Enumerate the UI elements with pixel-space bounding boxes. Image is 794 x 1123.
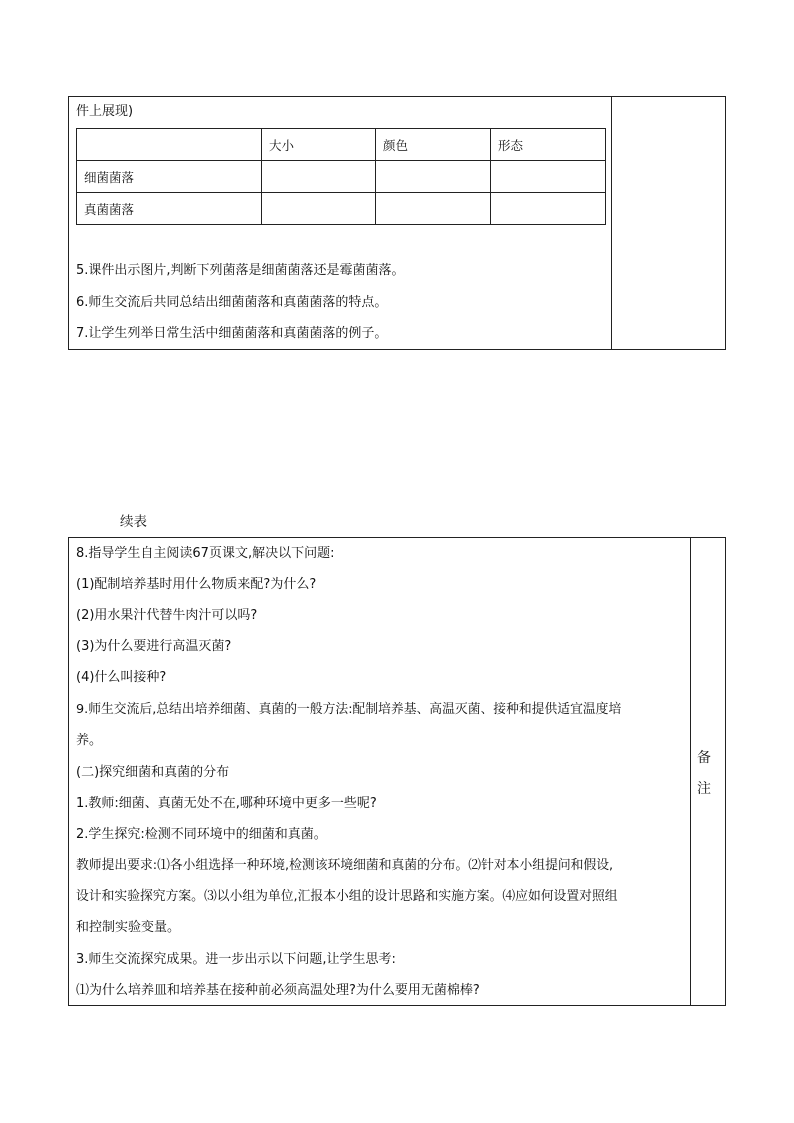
question-text: (4)什么叫接种? [76,670,167,685]
table-cell [491,161,606,193]
question-text: (1)配制培养基时用什么物质来配?为什么? [76,577,317,592]
colony-comparison-table [76,128,606,225]
question-text: ⑴为什么培养皿和培养基在接种前必须高温处理?为什么要用无菌棉棒? [76,983,480,998]
table-cell [262,193,376,225]
requirement-text: 设计和实验探究方案。⑶以小组为单位,汇报本小组的设计思路和实施方案。⑷应如何设置对照组 [76,889,618,904]
step-text: 7.让学生列举日常生活中细菌菌落和真菌菌落的例子。 [76,326,388,341]
requirement-text: 和控制实验变量。 [76,920,181,935]
question-text: (2)用水果汁代替牛肉汁可以吗? [76,608,258,623]
table-cell: 细菌菌落 [77,161,262,193]
lower-remark-divider [690,537,691,1006]
remark-label: 备 [697,750,711,766]
continued-label: 续表 [120,514,147,530]
remark-label: 注 [697,781,711,797]
table-header-cell [77,129,262,161]
table-cell [262,161,376,193]
table-header-cell: 颜色 [376,129,491,161]
upper-remark-divider [611,96,612,350]
step-text: 养。 [76,733,103,748]
table-header-cell: 形态 [491,129,606,161]
table-row [77,193,606,225]
table-row [77,161,606,193]
table-cell [376,161,491,193]
step-text: 6.师生交流后共同总结出细菌菌落和真菌菌落的特点。 [76,295,388,310]
upper-intro-text: 件上展现) [76,104,134,119]
step-text: 2.学生探究:检测不同环境中的细菌和真菌。 [76,827,327,842]
question-text: (3)为什么要进行高温灭菌? [76,639,232,654]
table-cell [491,193,606,225]
step-text: 9.师生交流后,总结出培养细菌、真菌的一般方法:配制培养基、高温灭菌、接种和提供适宜温度培 [76,702,622,717]
step-text: 1.教师:细菌、真菌无处不在,哪种环境中更多一些呢? [76,796,377,811]
table-cell: 真菌菌落 [77,193,262,225]
step-text: 8.指导学生自主阅读67页课文,解决以下问题: [76,546,335,561]
table-header-row [77,129,606,161]
table-cell [376,193,491,225]
step-text: 5.课件出示图片,判断下列菌落是细菌菌落还是霉菌菌落。 [76,263,405,278]
requirement-text: 教师提出要求:⑴各小组选择一种环境,检测该环境细菌和真菌的分布。⑵针对本小组提问和假设, [76,858,614,873]
section-heading: (二)探究细菌和真菌的分布 [76,765,230,780]
table-header-cell: 大小 [262,129,376,161]
step-text: 3.师生交流探究成果。进一步出示以下问题,让学生思考: [76,952,396,967]
